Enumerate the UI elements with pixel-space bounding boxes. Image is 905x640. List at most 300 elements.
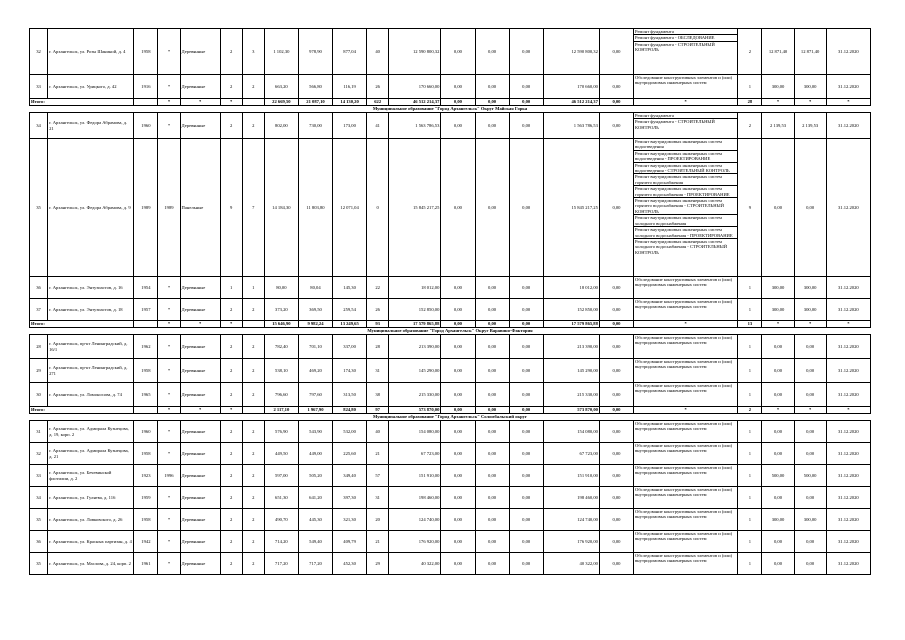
cell-c4: 152 850,00	[543, 299, 599, 321]
cell-fl: 2	[220, 443, 242, 465]
total-c4: 17 579 865,88	[543, 321, 599, 328]
cell-c3: 0,00	[509, 553, 543, 575]
cell-ent: 2	[242, 113, 264, 139]
cell-works	[634, 509, 738, 531]
total-date: *	[826, 321, 870, 328]
cell-c5: 0,00	[599, 383, 633, 407]
table-row	[30, 487, 871, 509]
cell-works	[634, 465, 738, 487]
cell-mat: Деревянные	[180, 335, 220, 359]
cell-date: 31.12.2020	[826, 383, 870, 407]
cell-unit: 1	[738, 443, 762, 465]
cell-area2: 11 803,80	[298, 139, 332, 277]
cell-p1: 0,00	[762, 335, 794, 359]
total-c1: 0,00	[441, 99, 475, 106]
table-row	[30, 139, 871, 277]
cell-area2: 797,60	[298, 383, 332, 407]
cell-ent: 2	[242, 75, 264, 99]
total-area2: 21 087,10	[298, 99, 332, 106]
total-empty	[134, 407, 158, 414]
total-s2: *	[180, 407, 220, 414]
cell-p2: 0,00	[794, 359, 826, 383]
cell-c2: 0,00	[475, 421, 509, 443]
table-row	[30, 335, 871, 359]
cell-c5: 0,00	[599, 139, 633, 277]
work-item: Обследование конструктивных элементов и (или) внутридомовых инженерных систем	[635, 531, 733, 542]
cell-c1: 0,00	[441, 443, 475, 465]
cell-addr: г. Архангельск, ул. Ломоносова, д. 74	[48, 383, 134, 407]
total-total: 17 579 865,88	[389, 321, 441, 328]
total-s3: *	[220, 321, 242, 328]
work-item: Ремонт фундамента - ОБСЛЕДОВАНИЕ	[634, 35, 737, 41]
cell-area3: 116,19	[333, 75, 367, 99]
cell-c2: 0,00	[475, 465, 509, 487]
cell-unit: 1	[738, 509, 762, 531]
cell-p1: 0,00	[762, 359, 794, 383]
total-total: 46 512 214,37	[389, 99, 441, 106]
cell-p2: 0,00	[794, 421, 826, 443]
cell-year2: *	[158, 553, 180, 575]
cell-c5: 0,00	[599, 113, 633, 139]
cell-addr: г. Архангельск, ул. Энтузиастов, д. 18	[48, 299, 134, 321]
total-p1: *	[762, 407, 794, 414]
total-c1: 0,00	[441, 407, 475, 414]
cell-area1: 782,40	[264, 335, 298, 359]
work-item: Ремонт внутридомовых инженерных систем горячего водоснабжения - СТРОИТЕЛЬНЫЙ КОНТРОЛЬ	[634, 198, 737, 215]
total-s1: *	[158, 321, 180, 328]
cell-unit: 2	[738, 113, 762, 139]
table-row	[30, 465, 871, 487]
cell-ent: 2	[242, 299, 264, 321]
cell-year: 1916	[134, 75, 158, 99]
cell-area1: 449,50	[264, 443, 298, 465]
cell-total: 12 590 800,32	[389, 29, 441, 75]
total-c3: 0,00	[509, 407, 543, 414]
cell-addr: г. Архангельск, ул. Гуляева, д. 116	[48, 487, 134, 509]
cell-area3: 313,50	[333, 383, 367, 407]
total-s1: *	[158, 407, 180, 414]
total-empty	[242, 407, 264, 414]
cell-area1: 538,10	[264, 359, 298, 383]
table-row	[30, 277, 871, 299]
cell-c3: 0,00	[509, 75, 543, 99]
cell-p2: 0,00	[794, 139, 826, 277]
cell-area1: 1 102,30	[264, 29, 298, 75]
cell-year: 1989	[134, 139, 158, 277]
total-p2: *	[794, 99, 826, 106]
cell-c4: 12 590 800,32	[543, 29, 599, 75]
cell-area2: 80,04	[298, 277, 332, 299]
cell-c5: 0,00	[599, 277, 633, 299]
cell-c5: 0,00	[599, 335, 633, 359]
cell-addr: г. Архангельск, ул. Адмирала Кузнецова, д. 21	[48, 443, 134, 465]
cell-date: 31.12.2020	[826, 421, 870, 443]
cell-people: 40	[367, 421, 389, 443]
cell-mat: Деревянные	[180, 299, 220, 321]
cell-area1: 802,00	[264, 113, 298, 139]
cell-unit: 1	[738, 277, 762, 299]
cell-year2: *	[158, 443, 180, 465]
cell-year2: *	[158, 75, 180, 99]
cell-p2: 0,00	[794, 531, 826, 553]
work-item: Ремонт внутридомовых инженерных систем водоотведения - СТРОИТЕЛЬНЫЙ КОНТРОЛЬ	[634, 163, 737, 175]
cell-area2: 543,90	[298, 421, 332, 443]
cell-c4: 15 845 217,25	[543, 139, 599, 277]
cell-c5: 0,00	[599, 29, 633, 75]
cell-mat: Деревянные	[180, 277, 220, 299]
cell-mat: Деревянные	[180, 465, 220, 487]
cell-c4: 124 740,00	[543, 509, 599, 531]
cell-c2: 0,00	[475, 113, 509, 139]
cell-fl: 2	[220, 299, 242, 321]
work-item: Ремонт внутридомовых инженерных систем холодного водоснабжения	[634, 215, 737, 227]
cell-people: 29	[367, 553, 389, 575]
total-label: Итого:	[30, 407, 134, 414]
cell-total: 18 012,00	[389, 277, 441, 299]
cell-c2: 0,00	[475, 139, 509, 277]
cell-area1: 714,20	[264, 531, 298, 553]
cell-p2: 0,00	[794, 553, 826, 575]
total-empty	[242, 321, 264, 328]
cell-works	[634, 277, 738, 299]
cell-c2: 0,00	[475, 335, 509, 359]
cell-mat: Деревянные	[180, 421, 220, 443]
cell-area2: 449,00	[298, 443, 332, 465]
cell-num: 33	[30, 465, 48, 487]
cell-date: 31.12.2020	[826, 113, 870, 139]
cell-fl: 2	[220, 359, 242, 383]
cell-year: 1958	[134, 359, 158, 383]
cell-area2: 369,50	[298, 299, 332, 321]
cell-area2: 978,90	[298, 29, 332, 75]
cell-people: 38	[367, 383, 389, 407]
cell-works	[634, 421, 738, 443]
work-item: Обследование конструктивных элементов и (или) внутридомовых инженерных систем	[635, 421, 733, 432]
cell-people: 31	[367, 359, 389, 383]
cell-fl: 2	[220, 383, 242, 407]
document-page	[29, 28, 871, 575]
cell-num: 32	[30, 443, 48, 465]
cell-area3: 321,30	[333, 509, 367, 531]
cell-mat: Деревянные	[180, 553, 220, 575]
total-label: Итого:	[30, 99, 134, 106]
cell-total: 124 740,00	[389, 509, 441, 531]
cell-p1: 0,00	[762, 139, 794, 277]
cell-c2: 0,00	[475, 487, 509, 509]
cell-people: 31	[367, 487, 389, 509]
cell-ent: 2	[242, 359, 264, 383]
work-item: Обследование конструктивных элементов и (или) внутридомовых инженерных систем	[635, 509, 733, 520]
cell-works	[634, 299, 738, 321]
work-item: Обследование конструктивных элементов и (или) внутридомовых инженерных систем	[635, 277, 733, 288]
table-row	[30, 29, 871, 75]
cell-c3: 0,00	[509, 383, 543, 407]
cell-p1: 300,00	[762, 299, 794, 321]
cell-c1: 0,00	[441, 29, 475, 75]
work-item: Ремонт внутридомовых инженерных систем горячего водоснабжения	[634, 174, 737, 186]
cell-c2: 0,00	[475, 299, 509, 321]
total-w: *	[634, 407, 738, 414]
cell-ent: 2	[242, 553, 264, 575]
cell-addr: г. Архангельск, пр-кт Ленинградский, д. 16/1	[48, 335, 134, 359]
cell-ent: 2	[242, 509, 264, 531]
cell-area2: 469,20	[298, 359, 332, 383]
cell-year: 1962	[134, 335, 158, 359]
total-c5: 0,00	[599, 99, 633, 106]
cell-p1: 0,00	[762, 443, 794, 465]
cell-year2: *	[158, 531, 180, 553]
total-c2: 0,00	[475, 407, 509, 414]
cell-area1: 576,90	[264, 421, 298, 443]
cell-fl: 2	[220, 487, 242, 509]
cell-date: 31.12.2020	[826, 359, 870, 383]
cell-year2: *	[158, 509, 180, 531]
cell-c1: 0,00	[441, 553, 475, 575]
cell-c2: 0,00	[475, 277, 509, 299]
cell-fl: 2	[220, 553, 242, 575]
total-w: *	[634, 321, 738, 328]
cell-c4: 1 563 786,53	[543, 113, 599, 139]
cell-date: 31.12.2020	[826, 443, 870, 465]
cell-p2: 0,00	[794, 487, 826, 509]
cell-total: 145 290,00	[389, 359, 441, 383]
cell-mat: Деревянные	[180, 29, 220, 75]
total-s2: *	[180, 99, 220, 106]
cell-p1: 300,00	[762, 75, 794, 99]
total-c4: 46 512 214,37	[543, 99, 599, 106]
cell-c2: 0,00	[475, 509, 509, 531]
cell-p2: 300,00	[794, 277, 826, 299]
capital-repair-table	[29, 28, 871, 575]
cell-unit: 1	[738, 531, 762, 553]
cell-mat: Деревянные	[180, 487, 220, 509]
cell-year2: *	[158, 299, 180, 321]
cell-people: 26	[367, 75, 389, 99]
cell-c3: 0,00	[509, 509, 543, 531]
work-item: Ремонт внутридомовых инженерных систем горячего водоснабжения - ПРОЕКТИРОВАНИЕ	[634, 186, 737, 198]
cell-p1: 0,00	[762, 531, 794, 553]
cell-area3: 12 071,04	[333, 139, 367, 277]
cell-date: 31.12.2020	[826, 509, 870, 531]
cell-unit: 1	[738, 359, 762, 383]
cell-people: 22	[367, 277, 389, 299]
cell-total: 170 660,00	[389, 75, 441, 99]
total-p1: *	[762, 321, 794, 328]
work-item: Ремонт внутридомовых инженерных систем водоотведения - ПРОЕКТИРОВАНИЕ	[634, 151, 737, 163]
total-date: *	[826, 407, 870, 414]
cell-addr: г. Архангельск, ул. Энтузиастов, д. 16	[48, 277, 134, 299]
cell-area3: 409,79	[333, 531, 367, 553]
cell-year2: 1989	[158, 139, 180, 277]
cell-year: 1958	[134, 443, 158, 465]
cell-date: 31.12.2020	[826, 531, 870, 553]
cell-people: 0	[367, 139, 389, 277]
cell-c2: 0,00	[475, 75, 509, 99]
table-row	[30, 509, 871, 531]
cell-people: 21	[367, 443, 389, 465]
cell-unit: 1	[738, 383, 762, 407]
total-s3: *	[220, 99, 242, 106]
cell-c1: 0,00	[441, 531, 475, 553]
cell-people: 21	[367, 531, 389, 553]
cell-unit: 1	[738, 421, 762, 443]
cell-num: 33	[30, 75, 48, 99]
cell-area3: 173,00	[333, 113, 367, 139]
cell-total: 15 845 217,25	[389, 139, 441, 277]
cell-ent: 7	[242, 139, 264, 277]
cell-c2: 0,00	[475, 553, 509, 575]
total-p2: *	[794, 321, 826, 328]
cell-p2: 0,00	[794, 383, 826, 407]
section-header-row	[30, 414, 871, 421]
cell-p2: 300,00	[794, 75, 826, 99]
work-item: Обследование конструктивных элементов и (или) внутридомовых инженерных систем	[635, 465, 733, 476]
cell-total: 198 460,00	[389, 487, 441, 509]
cell-year2: *	[158, 335, 180, 359]
total-unit: 28	[738, 99, 762, 106]
cell-c5: 0,00	[599, 443, 633, 465]
cell-addr: г. Архангельск, ул. Маслова, д. 24, корп. 2	[48, 553, 134, 575]
table-row	[30, 359, 871, 383]
cell-fl: 2	[220, 465, 242, 487]
cell-fl: 1	[220, 277, 242, 299]
cell-fl: 2	[220, 509, 242, 531]
total-label: Итого:	[30, 321, 134, 328]
cell-area1: 597,00	[264, 465, 298, 487]
cell-fl: 2	[220, 113, 242, 139]
total-unit: 13	[738, 321, 762, 328]
work-item: Обследование конструктивных элементов и (или) внутридомовых инженерных систем	[635, 443, 733, 454]
cell-year2: *	[158, 29, 180, 75]
cell-num: 37	[30, 299, 48, 321]
cell-num: 35	[30, 553, 48, 575]
cell-p2: 0,00	[794, 335, 826, 359]
total-people: 97	[367, 407, 389, 414]
cell-people: 41	[367, 113, 389, 139]
cell-area1: 490,70	[264, 509, 298, 531]
cell-date: 31.12.2020	[826, 29, 870, 75]
cell-fl: 2	[220, 335, 242, 359]
cell-c3: 0,00	[509, 465, 543, 487]
cell-works	[634, 29, 738, 75]
table-row	[30, 75, 871, 99]
cell-addr: г. Архангельск, ул. Федора Абрамова, д. 9	[48, 139, 134, 277]
cell-works	[634, 75, 738, 99]
cell-p2: 300,00	[794, 299, 826, 321]
total-total: 573 870,00	[389, 407, 441, 414]
cell-num: 30	[30, 383, 48, 407]
cell-c5: 0,00	[599, 421, 633, 443]
cell-area2: 730,00	[298, 113, 332, 139]
cell-num: 31	[30, 421, 48, 443]
cell-year: 1960	[134, 421, 158, 443]
cell-ent: 2	[242, 443, 264, 465]
cell-area1: 717,20	[264, 553, 298, 575]
cell-works	[634, 553, 738, 575]
cell-num: 32	[30, 29, 48, 75]
cell-p1: 2 139,53	[762, 113, 794, 139]
total-empty	[242, 99, 264, 106]
cell-c1: 0,00	[441, 383, 475, 407]
cell-addr: г. Архангельск, ул. Ловковского, д. 26	[48, 509, 134, 531]
cell-people: 26	[367, 299, 389, 321]
section-title: Муниципальное образование "Город Архангельск" Соломбальский округ	[30, 414, 871, 421]
cell-people: 20	[367, 509, 389, 531]
cell-num: 34	[30, 487, 48, 509]
cell-date: 31.12.2020	[826, 299, 870, 321]
cell-area1: 373,20	[264, 299, 298, 321]
cell-area1: 14 184,30	[264, 139, 298, 277]
cell-works	[634, 335, 738, 359]
cell-c1: 0,00	[441, 465, 475, 487]
cell-area3: 397,30	[333, 487, 367, 509]
cell-area2: 445,30	[298, 509, 332, 531]
total-row	[30, 321, 871, 328]
cell-c1: 0,00	[441, 509, 475, 531]
cell-c5: 0,00	[599, 359, 633, 383]
cell-area2: 701,10	[298, 335, 332, 359]
total-c1: 0,00	[441, 321, 475, 328]
cell-num: 35	[30, 139, 48, 277]
table-row	[30, 383, 871, 407]
cell-area2: 641,20	[298, 487, 332, 509]
cell-c1: 0,00	[441, 139, 475, 277]
cell-mat: Деревянные	[180, 359, 220, 383]
work-item: Обследование конструктивных элементов и (или) внутридомовых инженерных систем	[635, 359, 733, 370]
work-item: Обследование конструктивных элементов и (или) внутридомовых инженерных систем	[635, 299, 733, 310]
total-row	[30, 407, 871, 414]
cell-unit: 1	[738, 299, 762, 321]
cell-c3: 0,00	[509, 531, 543, 553]
total-area1: 15 646,90	[264, 321, 298, 328]
cell-total: 151 910,00	[389, 465, 441, 487]
cell-ent: 2	[242, 421, 264, 443]
section-title: Муниципальное образование "Город Архангельск" Округ Майская Горка	[30, 106, 871, 113]
cell-p2: 300,00	[794, 509, 826, 531]
cell-c2: 0,00	[475, 383, 509, 407]
cell-c5: 0,00	[599, 75, 633, 99]
cell-works	[634, 443, 738, 465]
cell-unit: 1	[738, 465, 762, 487]
cell-area3: 452,30	[333, 553, 367, 575]
cell-mat: Деревянные	[180, 509, 220, 531]
cell-c4: 176 920,00	[543, 531, 599, 553]
cell-date: 31.12.2020	[826, 139, 870, 277]
cell-c4: 154 080,00	[543, 421, 599, 443]
cell-fl: 2	[220, 75, 242, 99]
cell-p1: 0,00	[762, 487, 794, 509]
cell-unit: 1	[738, 487, 762, 509]
cell-fl: 2	[220, 531, 242, 553]
cell-ent: 3	[242, 29, 264, 75]
cell-c4: 198 460,00	[543, 487, 599, 509]
section-header-row	[30, 328, 871, 335]
cell-p2: 12 871,40	[794, 29, 826, 75]
cell-area2: 505,20	[298, 465, 332, 487]
cell-ent: 2	[242, 383, 264, 407]
cell-p2: 500,00	[794, 465, 826, 487]
cell-year: 1957	[134, 299, 158, 321]
cell-area3: 532,00	[333, 421, 367, 443]
cell-c1: 0,00	[441, 359, 475, 383]
cell-c5: 0,00	[599, 465, 633, 487]
work-item: Ремонт фундамента - СТРОИТЕЛЬНЫЙ КОНТРОЛЬ	[635, 41, 715, 53]
cell-area3: 337,00	[333, 335, 367, 359]
cell-date: 31.12.2020	[826, 335, 870, 359]
total-c5: 0,00	[599, 407, 633, 414]
cell-area1: 651,30	[264, 487, 298, 509]
cell-c3: 0,00	[509, 487, 543, 509]
